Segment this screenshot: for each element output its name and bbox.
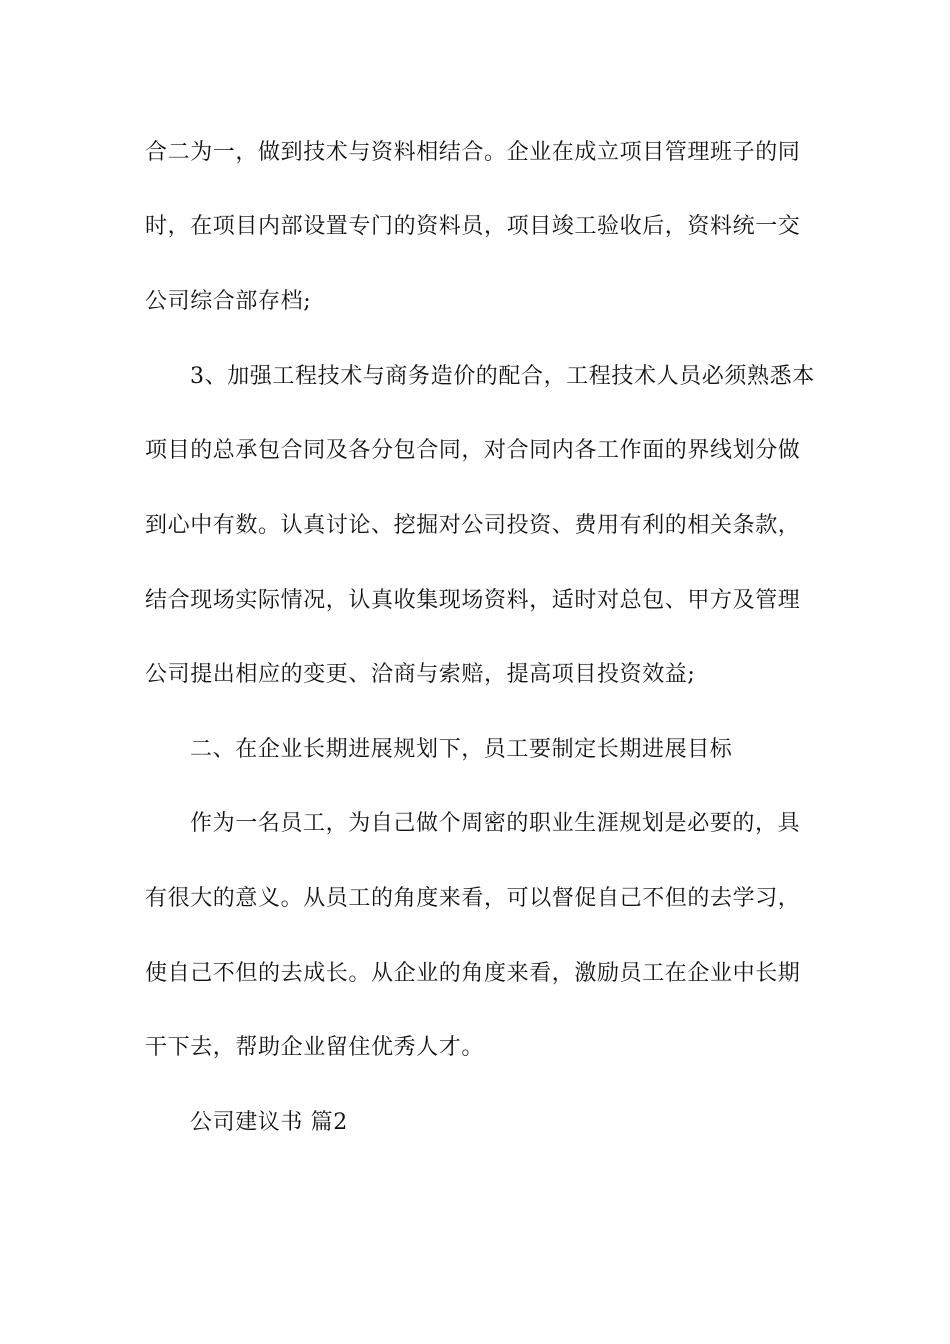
paragraph-line: 结合现场实际情况，认真收集现场资料，适时对总包、甲方及管理: [145, 588, 801, 613]
paragraph-line: 3、加强工程技术与商务造价的配合，工程技术人员必须熟悉本: [190, 364, 815, 389]
paragraph-line: 项目的总承包合同及各分包合同，对合同内各工作面的界线划分做: [145, 438, 801, 463]
paragraph-line: 到心中有数。认真讨论、挖掘对公司投资、费用有利的相关条款，: [145, 513, 801, 538]
paragraph-line: 公司提出相应的变更、洽商与索赔，提高项目投资效益;: [145, 662, 696, 687]
section-heading: 二、在企业长期进展规划下，员工要制定长期进展目标: [190, 737, 733, 762]
paragraph-line: 公司综合部存档;: [145, 289, 312, 314]
paragraph-line: 干下去，帮助企业留住优秀人才。: [145, 1035, 485, 1060]
paragraph-line: 时，在项目内部设置专门的资料员，项目竣工验收后，资料统一交: [145, 214, 801, 239]
document-title: 公司建议书 篇2: [190, 1110, 348, 1135]
paragraph-line: 有很大的意义。从员工的角度来看，可以督促自己不但的去学习，: [145, 886, 801, 911]
paragraph-line: 作为一名员工，为自己做个周密的职业生涯规划是必要的，具: [190, 811, 801, 836]
paragraph-line: 使自己不但的去成长。从企业的角度来看，激励员工在企业中长期: [145, 961, 801, 986]
paragraph-line: 合二为一，做到技术与资料相结合。企业在成立项目管理班子的同: [145, 140, 801, 165]
